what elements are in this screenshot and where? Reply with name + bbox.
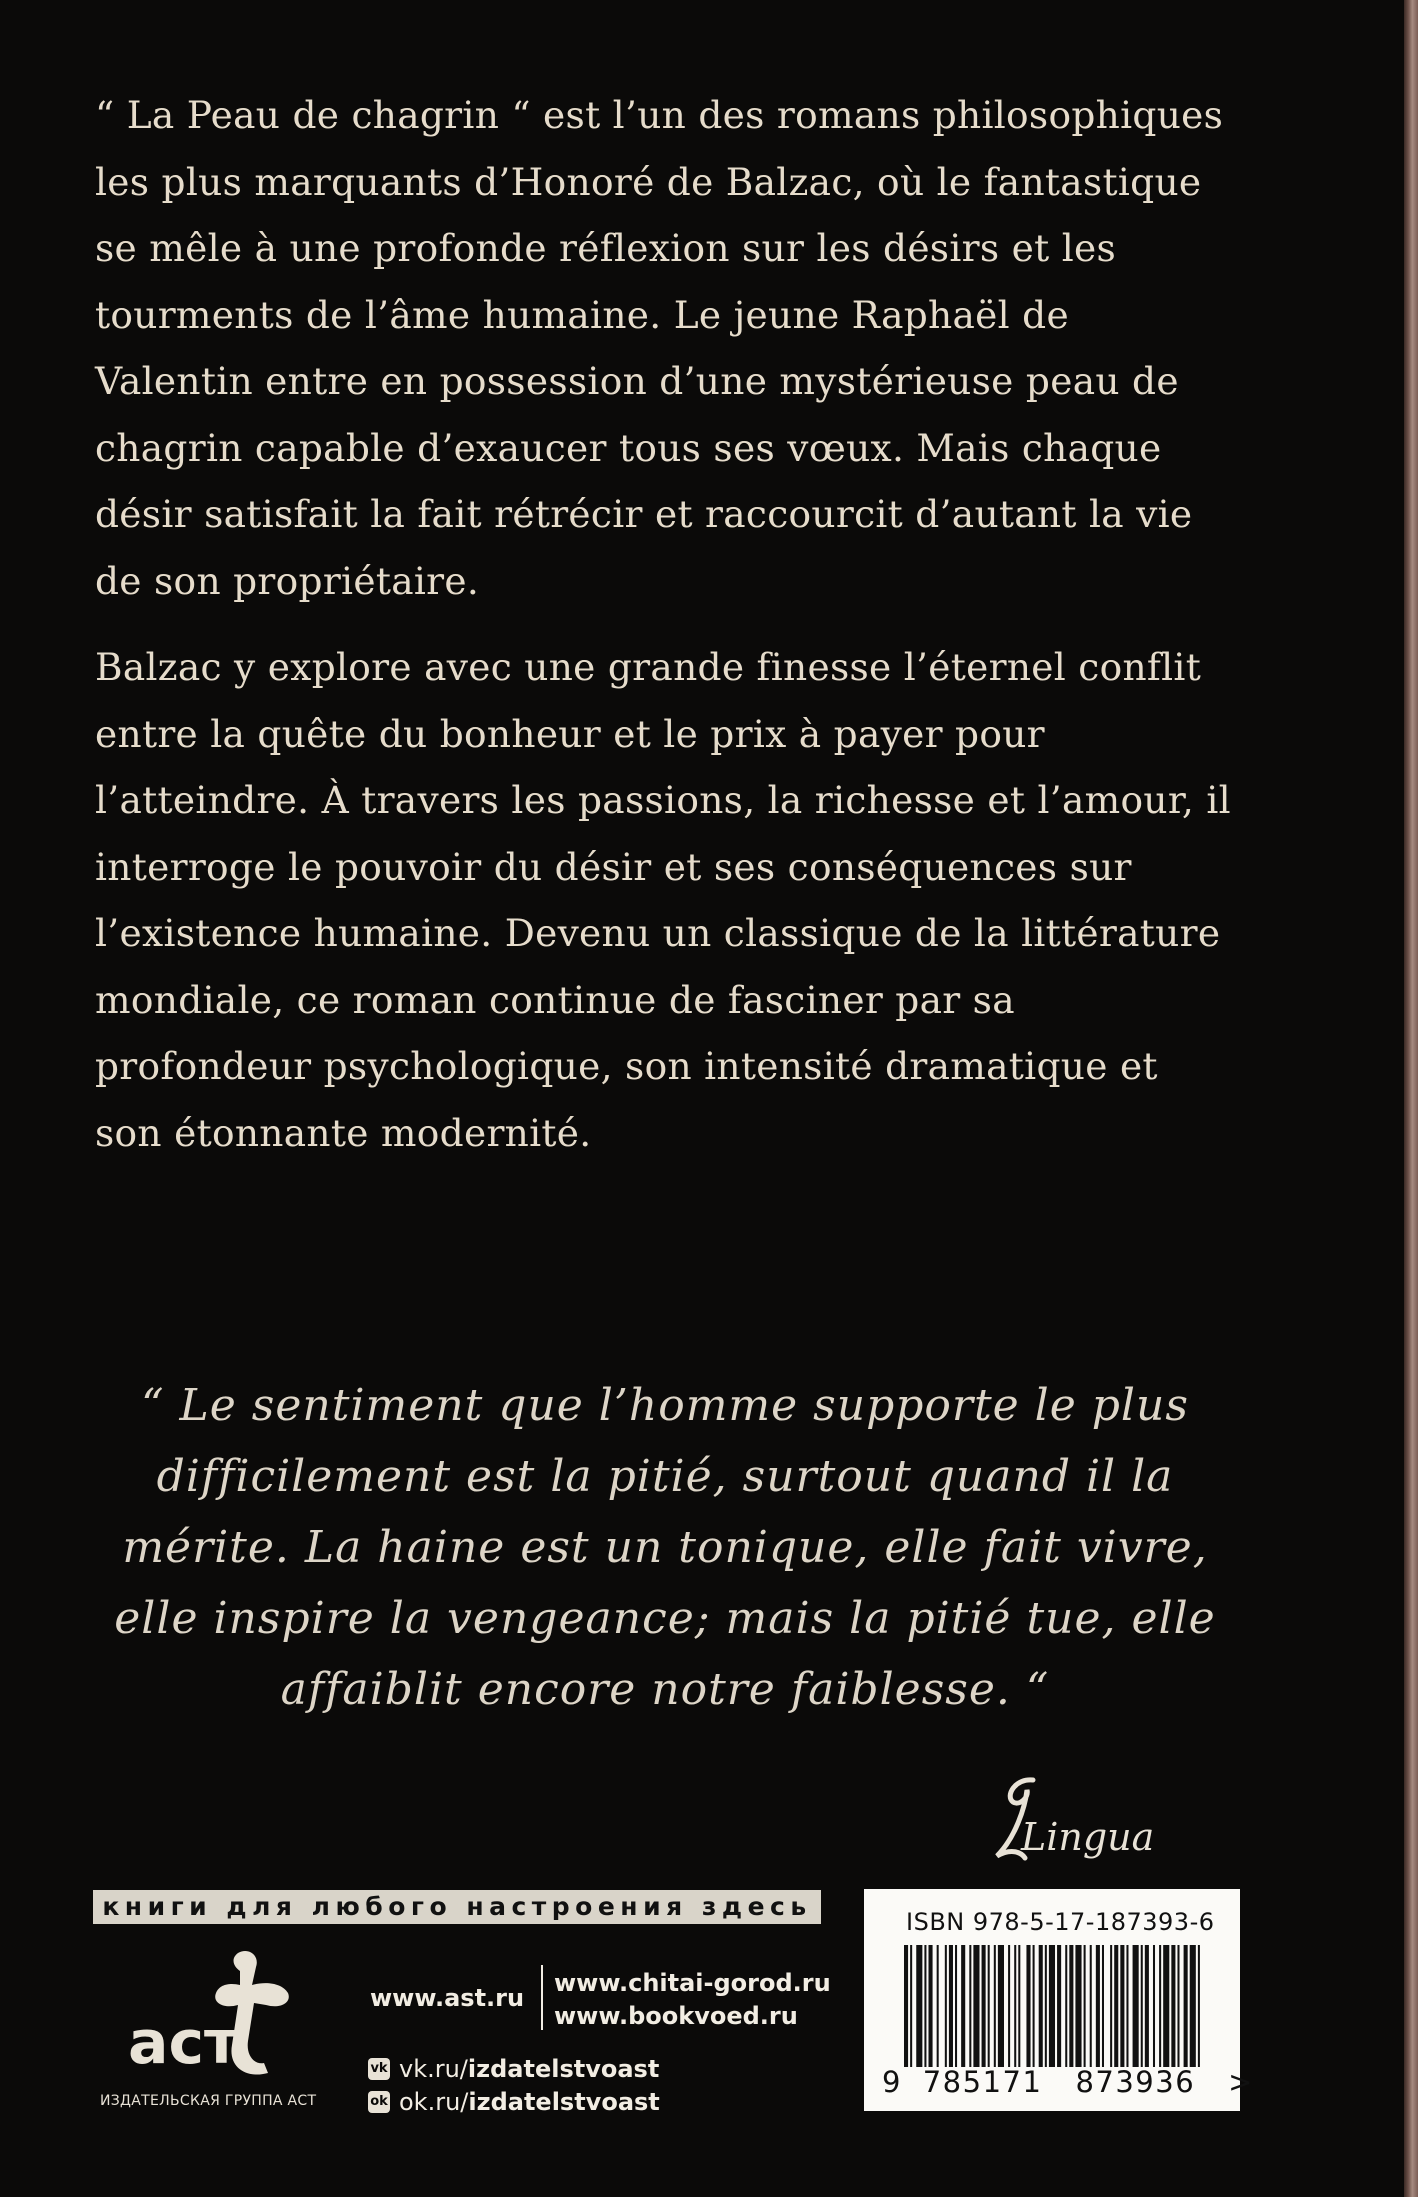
barcode-bar bbox=[945, 1945, 947, 2067]
barcode-bar bbox=[1008, 1945, 1010, 2067]
lingua-logo bbox=[975, 1768, 1155, 1878]
barcode-bar bbox=[988, 1945, 990, 2067]
slogan-banner: книги для любого настроения здесь bbox=[93, 1890, 821, 1924]
ast-logo bbox=[120, 1945, 330, 2078]
barcode-bar bbox=[1110, 1945, 1112, 2067]
ast-logo-text: аст bbox=[128, 2008, 239, 2078]
barcode-bar bbox=[1018, 1945, 1020, 2067]
shop-link-chitai-gorod[interactable]: www.chitai-gorod.ru bbox=[554, 1969, 831, 1997]
barcode-bar bbox=[1159, 1945, 1161, 2067]
barcode-bar bbox=[1177, 1945, 1179, 2067]
barcode-bar bbox=[1190, 1945, 1196, 2067]
blurb-text bbox=[95, 82, 1235, 1166]
social-link-vk[interactable] bbox=[368, 2054, 659, 2084]
ok-icon: ok bbox=[368, 2091, 390, 2113]
social-handle: izdatelstvoast bbox=[467, 2055, 660, 2083]
barcode-bar bbox=[1075, 1945, 1081, 2067]
barcode-bar bbox=[973, 1945, 979, 2067]
blurb-paragraph-2: Balzac y explore avec une grande finesse l’éternel conflit entre la quête du bonheur et le prix à payer pour l’atteindre. À travers les passions, la richesse et l’amour, il interroge le pouvoir du désir et ses conséquences sur l’existence humaine. Devenu un classique de la littérature mondiale, ce roman continue de fasciner par sa profondeur psychologique, son intensité dramatique et son étonnante modernité. bbox=[95, 645, 1231, 1155]
barcode-bar bbox=[1126, 1945, 1128, 2067]
barcode-bar bbox=[994, 1945, 996, 2067]
barcode-bar bbox=[1057, 1945, 1061, 2067]
barcode-bar bbox=[1069, 1945, 1073, 2067]
vk-icon: vk bbox=[368, 2058, 390, 2080]
barcode-bar bbox=[1033, 1945, 1035, 2067]
barcode-bar bbox=[982, 1945, 986, 2067]
barcode-bar bbox=[1120, 1945, 1124, 2067]
barcode-bar bbox=[949, 1945, 953, 2067]
social-prefix: ok.ru/ bbox=[399, 2088, 469, 2116]
barcode-bar bbox=[1049, 1945, 1055, 2067]
social-prefix: vk.ru/ bbox=[399, 2055, 468, 2083]
barcode-bar bbox=[969, 1945, 971, 2067]
barcode-bar bbox=[1065, 1945, 1067, 2067]
balzac-quote: “ Le sentiment que l’homme supporte le plus difficilement est la pitié, surtout quand il la mérite. La haine est un tonique, elle fait vivre, elle inspire la vengeance; mais la pitié tue, elle affaiblit encore notre faiblesse. “ bbox=[114, 1380, 1216, 1715]
barcode-bar bbox=[928, 1945, 932, 2067]
barcode bbox=[904, 1945, 1204, 2067]
social-handle: izdatelstvoast bbox=[468, 2088, 660, 2116]
barcode-bar bbox=[910, 1945, 912, 2067]
isbn-right-group: 873936 bbox=[1075, 2065, 1196, 2099]
barcode-bar bbox=[1141, 1945, 1143, 2067]
links-divider bbox=[541, 1965, 543, 2030]
barcode-bar bbox=[1114, 1945, 1118, 2067]
barcode-bar bbox=[998, 1945, 1004, 2067]
barcode-bar bbox=[1090, 1945, 1092, 2067]
barcode-bar bbox=[1084, 1945, 1086, 2067]
isbn-lead-digit: 9 bbox=[882, 2065, 902, 2099]
barcode-bar bbox=[916, 1945, 922, 2067]
barcode-bar bbox=[955, 1945, 957, 2067]
barcode-bar bbox=[1153, 1945, 1155, 2067]
shop-links bbox=[554, 1967, 831, 2033]
barcode-bar bbox=[1171, 1945, 1175, 2067]
publisher-caption: ИЗДАТЕЛЬСКАЯ ГРУППА АСТ bbox=[100, 2093, 317, 2109]
barcode-bar bbox=[904, 1945, 908, 2067]
barcode-bar bbox=[1163, 1945, 1169, 2067]
website-link[interactable]: www.ast.ru bbox=[370, 1984, 525, 2012]
isbn-digits bbox=[882, 2065, 1254, 2099]
barcode-bar bbox=[1133, 1945, 1139, 2067]
isbn-left-group: 785171 bbox=[922, 2065, 1043, 2099]
barcode-bar bbox=[961, 1945, 965, 2067]
barcode-bar bbox=[1184, 1945, 1188, 2067]
barcode-bar bbox=[1039, 1945, 1043, 2067]
barcode-bar bbox=[1045, 1945, 1047, 2067]
cover-edge bbox=[1404, 0, 1418, 2197]
lingua-logo-text: Lingua bbox=[1021, 1815, 1155, 1859]
isbn-barcode-panel bbox=[864, 1889, 1254, 2111]
shop-link-bookvoed[interactable]: www.bookvoed.ru bbox=[554, 2002, 798, 2030]
barcode-bar bbox=[1145, 1945, 1149, 2067]
social-link-ok[interactable] bbox=[368, 2087, 660, 2117]
barcode-bar bbox=[1096, 1945, 1100, 2067]
barcode-bar bbox=[1102, 1945, 1104, 2067]
barcode-bar bbox=[937, 1945, 939, 2067]
barcode-bar bbox=[924, 1945, 926, 2067]
isbn-marker: > bbox=[1228, 2065, 1254, 2099]
isbn-label: ISBN 978-5-17-187393-6 bbox=[906, 1908, 1215, 1936]
barcode-bar bbox=[1014, 1945, 1016, 2067]
blurb-paragraph-1: “ La Peau de chagrin “ est l’un des romans philosophiques les plus marquants d’Honoré de Balzac, où le fantastique se mêle à une profonde réflexion sur les désirs et les tourments de l’âme humaine. Le jeune Raphaël de Valentin entre en possession d’une mystérieuse peau de chagrin capable d’exaucer tous ses vœux. Mais chaque désir satisfait la fait rétrécir et raccourcit d’autant la vie de son propriétaire. bbox=[95, 93, 1224, 603]
barcode-bar bbox=[1026, 1945, 1030, 2067]
barcode-bar bbox=[1198, 1945, 1200, 2067]
